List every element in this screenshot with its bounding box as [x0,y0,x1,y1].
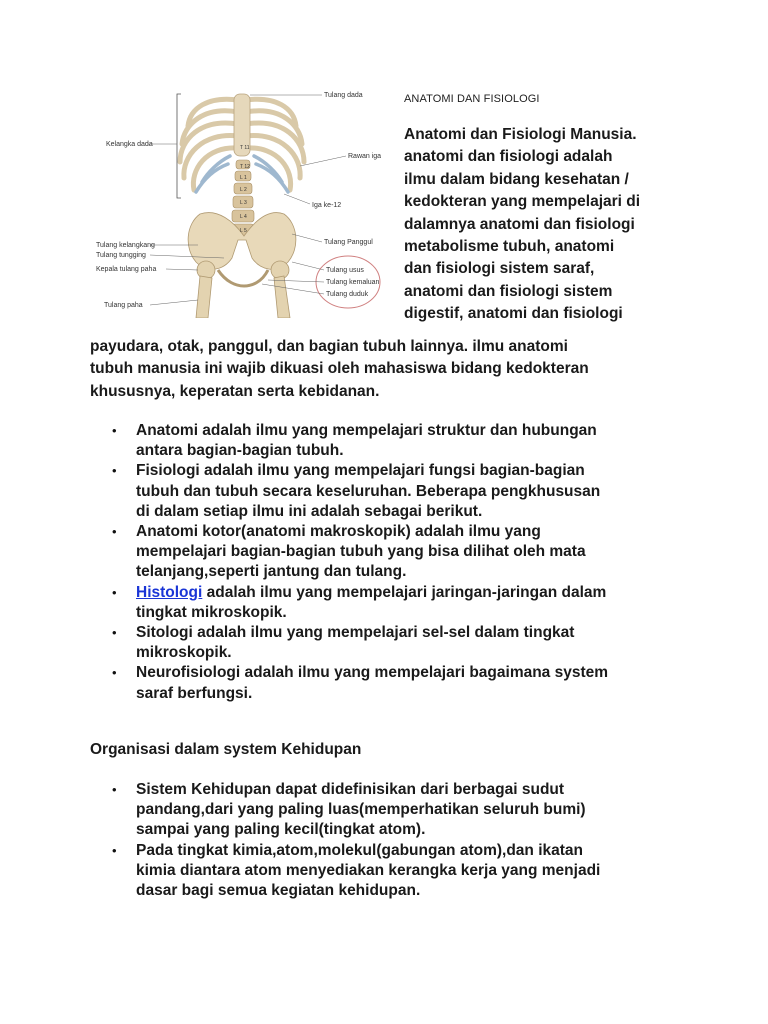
text-segment: adalah ilmu yang mempelajari jaringan-jaringan dalam [202,583,607,601]
text-line: dan fisiologi sistem saraf, [404,260,595,278]
list-item [90,522,690,583]
label-femur-head: Kepala tulang paha [96,266,157,273]
text-line: Neurofisiologi adalah ilmu yang mempelajari bagaimana system [136,664,609,682]
bullet-icon: • [112,423,117,438]
skeleton-svg [78,86,400,318]
label-rib-12: Iga ke-12 [312,202,342,209]
text-line: mikroskopik. [136,644,232,662]
label-l5: L 5 [240,228,247,234]
intro-paragraph-right [404,124,704,326]
bullet-icon: • [112,625,117,641]
text-line: metabolisme tubuh, anatomi [404,238,615,256]
text-line: telanjang,seperti jantung dan tulang. [136,563,407,581]
list-item [90,841,690,902]
label-t11: T 11 [240,145,250,151]
bullet-icon: • [112,584,117,600]
section-title: Organisasi dalam system Kehidupan [90,741,362,758]
list-item [90,421,690,461]
text-line: dasar bagi semua kegiatan kehidupan. [136,882,421,900]
text-line: Pada tingkat kimia,atom,molekul(gabungan atom),dan ikatan [136,841,583,859]
label-pubis: Tulang kemaluan [326,279,380,286]
label-l3: L 3 [240,200,247,206]
label-pelvis: Tulang Panggul [324,239,373,246]
text-line: kimia diantara atom menyediakan kerangka kerja yang menjadi [136,861,601,879]
text-line: anatomi dan fisiologi sistem [404,282,613,300]
text-line: Sitologi adalah ilmu yang mempelajari sel-sel dalam tingkat [136,624,575,642]
text-line: ilmu dalam bidang kesehatan / [404,170,629,188]
label-rib-cage: Kelangka dada [106,141,153,148]
label-l4: L 4 [240,214,247,220]
bullet-icon: • [112,665,117,681]
text-line: tingkat mikroskopik. [136,603,287,621]
label-ischium: Tulang duduk [326,291,369,298]
text-line: khususnya, keperatan serta kebidanan. [90,382,380,400]
list-item [90,461,690,522]
life-organization-list [90,780,690,901]
intro-paragraph-full [90,336,700,403]
text-line: Anatomi adalah ilmu yang mempelajari struktur dan hubungan [136,422,597,439]
text-line: Anatomi dan Fisiologi Manusia. [404,126,637,143]
label-t12: T 12 [240,164,250,170]
text-line: tubuh manusia ini wajib dikuasi oleh mahasiswa bidang kedokteran [90,360,589,378]
label-sternum: Tulang dada [324,92,363,99]
text-line: antara bagian-bagian tubuh. [136,442,344,460]
text-line: di dalam setiap ilmu ini adalah sebagai berikut. [136,502,483,520]
label-l2: L 2 [240,187,247,193]
page-heading: ANATOMI DAN FISIOLOGI [404,93,540,105]
list-item [90,583,690,623]
list-item [90,623,690,663]
definitions-list [90,421,690,704]
text-line: kedokteran yang mempelajari di [404,193,641,211]
text-line: mempelajari bagian-bagian tubuh yang bisa dilihat oleh mata [136,543,586,561]
label-femur: Tulang paha [104,302,143,309]
label-ilium-crest: Tulang kelangkang [96,242,155,249]
text-line: payudara, otak, panggul, dan bagian tubuh lainnya. ilmu anatomi [90,338,568,355]
text-line: dalamnya anatomi dan fisiologi [404,215,635,233]
list-item [90,780,690,841]
bullet-icon: • [112,524,117,540]
text-line: pandang,dari yang paling luas(memperhatikan seluruh bumi) [136,801,586,819]
label-coccyx: Tulang tungging [96,252,146,259]
label-costal-cartilage: Rawan iga [348,153,382,160]
text-line: saraf berfungsi. [136,684,253,702]
text-line: Fisiologi adalah ilmu yang mempelajari fungsi bagian-bagian [136,462,585,480]
label-l1: L 1 [240,175,247,181]
label-ilium: Tulang usus [326,267,364,274]
bullet-icon: • [112,463,117,479]
bullet-icon: • [112,782,117,797]
text-line: sampai yang paling kecil(tingkat atom). [136,821,426,839]
text-line: digestif, anatomi dan fisiologi [404,305,623,323]
bullet-icon: • [112,842,117,858]
list-item [90,663,690,703]
text-line: anatomi dan fisiologi adalah [404,148,613,166]
histologi-link[interactable]: Histologi [136,583,203,601]
text-line: Anatomi kotor(anatomi makroskopik) adalah ilmu yang [136,523,541,541]
text-line: tubuh dan tubuh secara keseluruhan. Beberapa pengkhususan [136,482,601,500]
text-line: Sistem Kehidupan dapat didefinisikan dari berbagai sudut [136,781,565,798]
skeleton-illustration [78,86,400,318]
text-line [136,583,690,603]
